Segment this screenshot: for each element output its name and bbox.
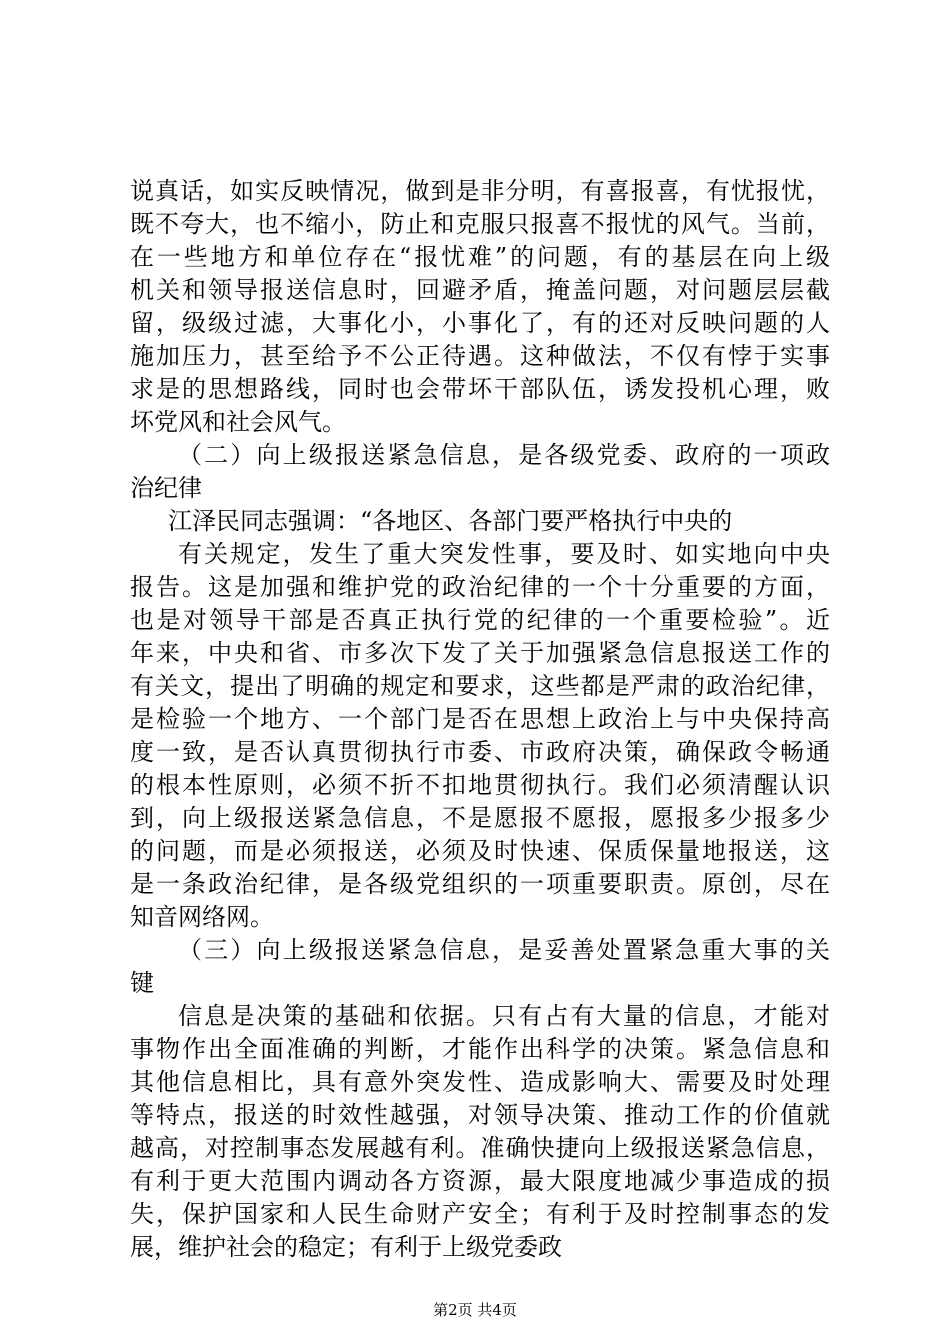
text-line: 留，级级过滤，大事化小，小事化了，有的还对反映问题的人: [130, 309, 830, 337]
text-line: 既不夸大，也不缩小，防止和克服只报喜不报忧的风气。当前，: [130, 210, 830, 238]
text-line: 事物作出全面准确的判断，才能作出科学的决策。紧急信息和: [130, 1035, 830, 1063]
text-line: 到，向上级报送紧急信息，不是愿报不愿报，愿报多少报多少: [130, 804, 830, 832]
text-line: 键: [130, 969, 154, 997]
text-line: 等特点，报送的时效性越强，对领导决策、推动工作的价值就: [130, 1101, 830, 1129]
text-line: 失，保护国家和人民生命财产安全；有利于及时控制事态的发: [130, 1200, 830, 1228]
text-line: 有关文，提出了明确的规定和要求，这些都是严肃的政治纪律，: [130, 672, 830, 700]
text-line: 的问题，而是必须报送，必须及时快速、保质保量地报送，这: [130, 837, 830, 865]
text-line: 有关规定，发生了重大突发性事，要及时、如实地向中央: [178, 540, 830, 568]
text-line: 年来，中央和省、市多次下发了关于加强紧急信息报送工作的: [130, 639, 830, 667]
text-line: 展，维护社会的稳定；有利于上级党委政: [130, 1233, 562, 1261]
text-line: 越高，对控制事态发展越有利。准确快捷向上级报送紧急信息，: [130, 1134, 830, 1162]
text-line: 坏党风和社会风气。: [130, 408, 346, 436]
text-line: 也是对领导干部是否真正执行党的纪律的一个重要检验”。近: [130, 606, 830, 634]
text-line: 治纪律: [130, 474, 202, 502]
text-line: 其他信息相比，具有意外突发性、造成影响大、需要及时处理: [130, 1068, 830, 1096]
text-line: （二）向上级报送紧急信息，是各级党委、政府的一项政: [178, 441, 830, 469]
text-line: 是检验一个地方、一个部门是否在思想上政治上与中央保持高: [130, 705, 830, 733]
text-line: 求是的思想路线，同时也会带坏干部队伍，诱发投机心理，败: [130, 375, 830, 403]
text-line: 报告。这是加强和维护党的政治纪律的一个十分重要的方面，: [130, 573, 830, 601]
text-line: 的根本性原则，必须不折不扣地贯彻执行。我们必须清醒认识: [130, 771, 830, 799]
text-line: 有利于更大范围内调动各方资源，最大限度地减少事造成的损: [130, 1167, 830, 1195]
text-line: 知音网络网。: [130, 903, 274, 931]
text-line: 机关和领导报送信息时，回避矛盾，掩盖问题，对问题层层截: [130, 276, 830, 304]
text-line: 信息是决策的基础和依据。只有占有大量的信息，才能对: [178, 1002, 830, 1030]
text-line: 说真话，如实反映情况，做到是非分明，有喜报喜，有忧报忧，: [130, 177, 830, 205]
text-line: 施加压力，甚至给予不公正待遇。这种做法，不仅有悖于实事: [130, 342, 830, 370]
text-line: 江泽民同志强调：“各地区、各部门要严格执行中央的: [168, 507, 733, 535]
page-footer: 第2页 共4页: [433, 1301, 517, 1319]
text-line: （三）向上级报送紧急信息，是妥善处置紧急重大事的关: [178, 936, 830, 964]
document-body: [130, 175, 830, 1264]
text-line: 度一致，是否认真贯彻执行市委、市政府决策，确保政令畅通: [130, 738, 830, 766]
text-line: 是一条政治纪律，是各级党组织的一项重要职责。原创，尽在: [130, 870, 830, 898]
text-line: 在一些地方和单位存在“报忧难”的问题，有的基层在向上级: [130, 243, 830, 271]
